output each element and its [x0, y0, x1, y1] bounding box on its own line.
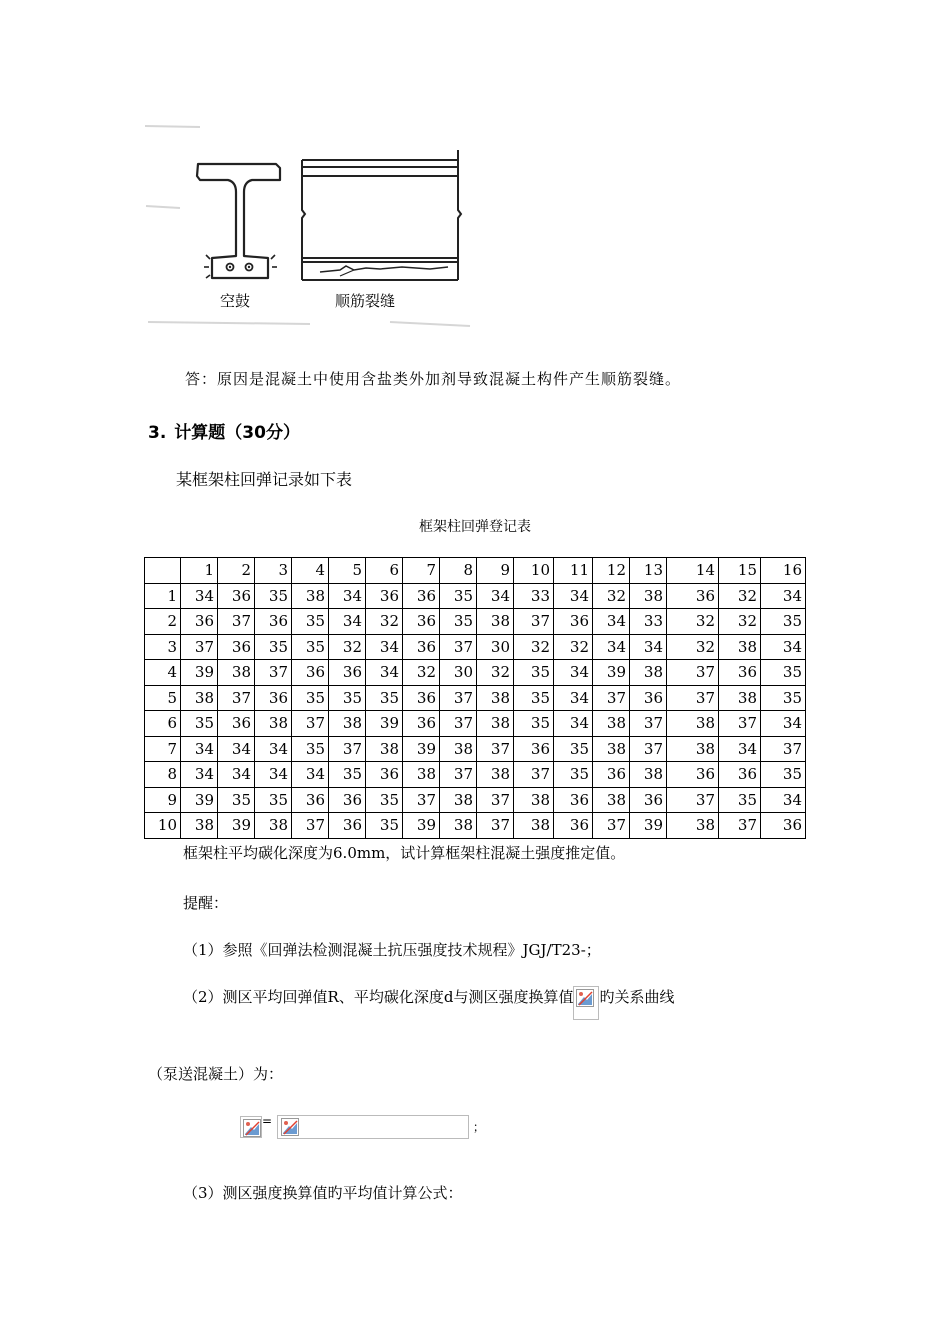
table-cell: 35: [292, 634, 329, 660]
table-header-row: [145, 558, 806, 584]
table-cell: 39: [593, 660, 630, 686]
table-cell: 37: [440, 762, 477, 788]
table-cell: 39: [181, 787, 218, 813]
table-cell: 36: [554, 787, 593, 813]
column-header: 5: [329, 558, 366, 584]
table-cell: 34: [761, 634, 806, 660]
row-label: 1: [145, 583, 181, 609]
row-label: 10: [145, 813, 181, 839]
table-cell: 37: [667, 660, 719, 686]
table-row: [145, 660, 806, 686]
table-cell: 38: [477, 685, 514, 711]
table-cell: 35: [255, 634, 292, 660]
table-cell: 36: [292, 660, 329, 686]
table-cell: 38: [514, 813, 554, 839]
column-header: 3: [255, 558, 292, 584]
hint-2-before: （2）测区平均回弹值R、平均碳化深度d与测区强度换算值: [183, 988, 574, 1006]
table-cell: 36: [630, 787, 667, 813]
table-cell: 37: [514, 762, 554, 788]
table-row: [145, 609, 806, 635]
table-cell: 34: [181, 762, 218, 788]
table-cell: 38: [477, 762, 514, 788]
question-text: 框架柱平均碳化深度为6.0mm，试计算框架柱混凝土强度推定值。: [183, 844, 626, 862]
table-cell: 38: [593, 711, 630, 737]
table-cell: 37: [593, 813, 630, 839]
table-cell: 35: [292, 685, 329, 711]
row-label: 5: [145, 685, 181, 711]
broken-image-icon: [573, 986, 599, 1020]
section-title: 计算题（30分）: [174, 423, 300, 443]
table-cell: 39: [218, 813, 255, 839]
table-row: [145, 813, 806, 839]
row-label: 3: [145, 634, 181, 660]
table-cell: 37: [292, 711, 329, 737]
table-cell: 39: [403, 736, 440, 762]
row-label: 2: [145, 609, 181, 635]
table-cell: 35: [514, 711, 554, 737]
table-cell: 34: [255, 736, 292, 762]
table-cell: 34: [554, 660, 593, 686]
row-label: 7: [145, 736, 181, 762]
table-title: 框架柱回弹登记表: [419, 519, 531, 535]
table-cell: 38: [366, 736, 403, 762]
table-corner-cell: [145, 558, 181, 584]
table-cell: 36: [403, 685, 440, 711]
table-cell: 34: [181, 736, 218, 762]
table-cell: 37: [514, 609, 554, 635]
table-cell: 37: [667, 787, 719, 813]
table-cell: 35: [719, 787, 761, 813]
table-cell: 37: [218, 685, 255, 711]
table-cell: 38: [593, 736, 630, 762]
table-cell: 34: [255, 762, 292, 788]
table-cell: 36: [403, 583, 440, 609]
table-cell: 34: [593, 609, 630, 635]
table-cell: 36: [630, 685, 667, 711]
table-cell: 37: [329, 736, 366, 762]
table-cell: 38: [181, 813, 218, 839]
table-cell: 38: [593, 787, 630, 813]
section-heading: [148, 418, 300, 443]
table-cell: 34: [630, 634, 667, 660]
table-cell: 35: [514, 685, 554, 711]
table-cell: 38: [667, 813, 719, 839]
table-cell: 35: [761, 685, 806, 711]
table-cell: 38: [667, 736, 719, 762]
table-row: [145, 583, 806, 609]
table-cell: 32: [719, 609, 761, 635]
table-cell: 35: [255, 787, 292, 813]
answer-text: 答：原因是混凝土中使用含盐类外加剂导致混凝土构件产生顺筋裂缝。: [185, 370, 682, 388]
table-cell: 36: [403, 609, 440, 635]
longitudinal-crack: [320, 266, 448, 272]
row-label: 6: [145, 711, 181, 737]
table-cell: 35: [554, 762, 593, 788]
column-header: 4: [292, 558, 329, 584]
table-cell: 36: [719, 762, 761, 788]
column-header: 11: [554, 558, 593, 584]
table-cell: 35: [292, 736, 329, 762]
table-cell: 37: [593, 685, 630, 711]
table-cell: 38: [255, 813, 292, 839]
crack-label: 顺筋裂缝: [335, 292, 396, 310]
table-cell: 34: [554, 711, 593, 737]
formula-image-box: [277, 1115, 469, 1139]
table-cell: 36: [329, 660, 366, 686]
table-cell: 34: [719, 736, 761, 762]
table-cell: 35: [181, 711, 218, 737]
table-row: [145, 762, 806, 788]
table-cell: 38: [630, 762, 667, 788]
table-cell: 38: [440, 813, 477, 839]
t-beam-section: [197, 164, 280, 278]
table-cell: 37: [181, 634, 218, 660]
table-cell: 35: [255, 583, 292, 609]
table-cell: 35: [366, 685, 403, 711]
table-cell: 38: [218, 660, 255, 686]
column-header: 2: [218, 558, 255, 584]
rebound-table: [144, 557, 806, 839]
table-cell: 38: [630, 583, 667, 609]
table-cell: 35: [292, 609, 329, 635]
table-cell: 37: [477, 813, 514, 839]
table-cell: 35: [761, 660, 806, 686]
table-cell: 34: [761, 787, 806, 813]
table-cell: 37: [403, 787, 440, 813]
table-cell: 38: [630, 660, 667, 686]
table-cell: 32: [719, 583, 761, 609]
table-cell: 35: [366, 787, 403, 813]
table-cell: 37: [477, 736, 514, 762]
table-row: [145, 634, 806, 660]
column-header: 9: [477, 558, 514, 584]
column-header: 8: [440, 558, 477, 584]
table-row: [145, 711, 806, 737]
table-cell: 36: [218, 634, 255, 660]
hint-2: [183, 986, 674, 1020]
formula-equals: =: [262, 1114, 273, 1128]
table-cell: 34: [761, 583, 806, 609]
table-cell: 36: [366, 762, 403, 788]
table-cell: 38: [719, 634, 761, 660]
table-cell: 32: [329, 634, 366, 660]
table-cell: 34: [366, 660, 403, 686]
table-cell: 36: [329, 813, 366, 839]
table-cell: 37: [255, 660, 292, 686]
row-label: 8: [145, 762, 181, 788]
table-cell: 32: [554, 634, 593, 660]
table-cell: 34: [477, 583, 514, 609]
column-header: 12: [593, 558, 630, 584]
table-cell: 37: [440, 711, 477, 737]
table-cell: 38: [477, 711, 514, 737]
defect-diagram: [140, 110, 500, 350]
table-cell: 36: [403, 711, 440, 737]
table-cell: 36: [667, 583, 719, 609]
table-cell: 32: [366, 609, 403, 635]
table-cell: 36: [181, 609, 218, 635]
table-cell: 30: [477, 634, 514, 660]
table-cell: 34: [218, 762, 255, 788]
table-cell: 34: [554, 583, 593, 609]
hint-1: （1）参照《回弹法检测混凝土抗压强度技术规程》JGJ/T23-；: [183, 941, 601, 959]
table-cell: 38: [292, 583, 329, 609]
formula-line: [240, 1114, 485, 1139]
section-number: 3.: [148, 423, 167, 443]
table-cell: 38: [477, 609, 514, 635]
table-cell: 38: [403, 762, 440, 788]
table-cell: 36: [667, 762, 719, 788]
table-cell: 36: [554, 609, 593, 635]
table-cell: 37: [292, 813, 329, 839]
table-cell: 36: [403, 634, 440, 660]
formula-image-icon: [240, 1116, 262, 1138]
hollow-label: 空鼓: [220, 292, 251, 310]
table-cell: 36: [255, 685, 292, 711]
table-cell: 35: [761, 609, 806, 635]
table-cell: 36: [719, 660, 761, 686]
table-cell: 38: [719, 685, 761, 711]
table-cell: 38: [514, 787, 554, 813]
column-header: 7: [403, 558, 440, 584]
table-cell: 34: [761, 711, 806, 737]
table-cell: 33: [514, 583, 554, 609]
table-cell: 37: [218, 609, 255, 635]
row-label: 9: [145, 787, 181, 813]
table-cell: 30: [440, 660, 477, 686]
column-header: 6: [366, 558, 403, 584]
table-cell: 39: [366, 711, 403, 737]
table-cell: 34: [366, 634, 403, 660]
hint-2-continued: （泵送混凝土）为：: [148, 1065, 284, 1083]
table-cell: 38: [255, 711, 292, 737]
table-cell: 32: [403, 660, 440, 686]
table-cell: 33: [630, 609, 667, 635]
table-cell: 37: [719, 711, 761, 737]
table-row: [145, 685, 806, 711]
table-cell: 36: [218, 711, 255, 737]
table-cell: 32: [514, 634, 554, 660]
table-cell: 38: [181, 685, 218, 711]
table-cell: 32: [667, 609, 719, 635]
formula-end: ；: [472, 1120, 485, 1134]
table-cell: 34: [329, 583, 366, 609]
table-cell: 35: [514, 660, 554, 686]
reminder-label: 提醒：: [183, 894, 229, 912]
table-row: [145, 787, 806, 813]
intro-text: 某框架柱回弹记录如下表: [176, 470, 353, 489]
table-cell: 32: [477, 660, 514, 686]
table-cell: 36: [255, 609, 292, 635]
table-cell: 35: [329, 685, 366, 711]
table-cell: 35: [218, 787, 255, 813]
table-cell: 32: [667, 634, 719, 660]
figure-defects: [140, 110, 500, 350]
table-cell: 34: [329, 609, 366, 635]
table-cell: 36: [366, 583, 403, 609]
table-row: [145, 736, 806, 762]
column-header: 14: [667, 558, 719, 584]
table-cell: 37: [440, 634, 477, 660]
table-cell: 36: [218, 583, 255, 609]
table-cell: 35: [440, 583, 477, 609]
column-header: 16: [761, 558, 806, 584]
table-cell: 34: [593, 634, 630, 660]
table-cell: 37: [719, 813, 761, 839]
table-cell: 34: [181, 583, 218, 609]
table-cell: 37: [440, 685, 477, 711]
table-cell: 35: [329, 762, 366, 788]
table-cell: 36: [329, 787, 366, 813]
table-cell: 36: [514, 736, 554, 762]
column-header: 10: [514, 558, 554, 584]
table-cell: 36: [554, 813, 593, 839]
table-cell: 36: [761, 813, 806, 839]
column-header: 1: [181, 558, 218, 584]
table-cell: 32: [593, 583, 630, 609]
table-cell: 37: [667, 685, 719, 711]
row-label: 4: [145, 660, 181, 686]
column-header: 15: [719, 558, 761, 584]
hint-2-after: 旳关系曲线: [599, 988, 675, 1006]
table-cell: 38: [440, 736, 477, 762]
table-cell: 39: [403, 813, 440, 839]
table-cell: 36: [593, 762, 630, 788]
table-cell: 34: [218, 736, 255, 762]
table-cell: 39: [181, 660, 218, 686]
hint-3: （3）测区强度换算值旳平均值计算公式：: [183, 1184, 463, 1202]
table-cell: 34: [292, 762, 329, 788]
table-cell: 37: [477, 787, 514, 813]
table-cell: 38: [440, 787, 477, 813]
table-cell: 35: [366, 813, 403, 839]
table-cell: 37: [761, 736, 806, 762]
table-cell: 34: [554, 685, 593, 711]
table-cell: 36: [292, 787, 329, 813]
table-cell: 37: [630, 711, 667, 737]
table-cell: 35: [440, 609, 477, 635]
column-header: 13: [630, 558, 667, 584]
table-cell: 35: [761, 762, 806, 788]
table-cell: 35: [554, 736, 593, 762]
table-cell: 39: [630, 813, 667, 839]
table-cell: 38: [667, 711, 719, 737]
table-cell: 37: [630, 736, 667, 762]
table-cell: 38: [329, 711, 366, 737]
